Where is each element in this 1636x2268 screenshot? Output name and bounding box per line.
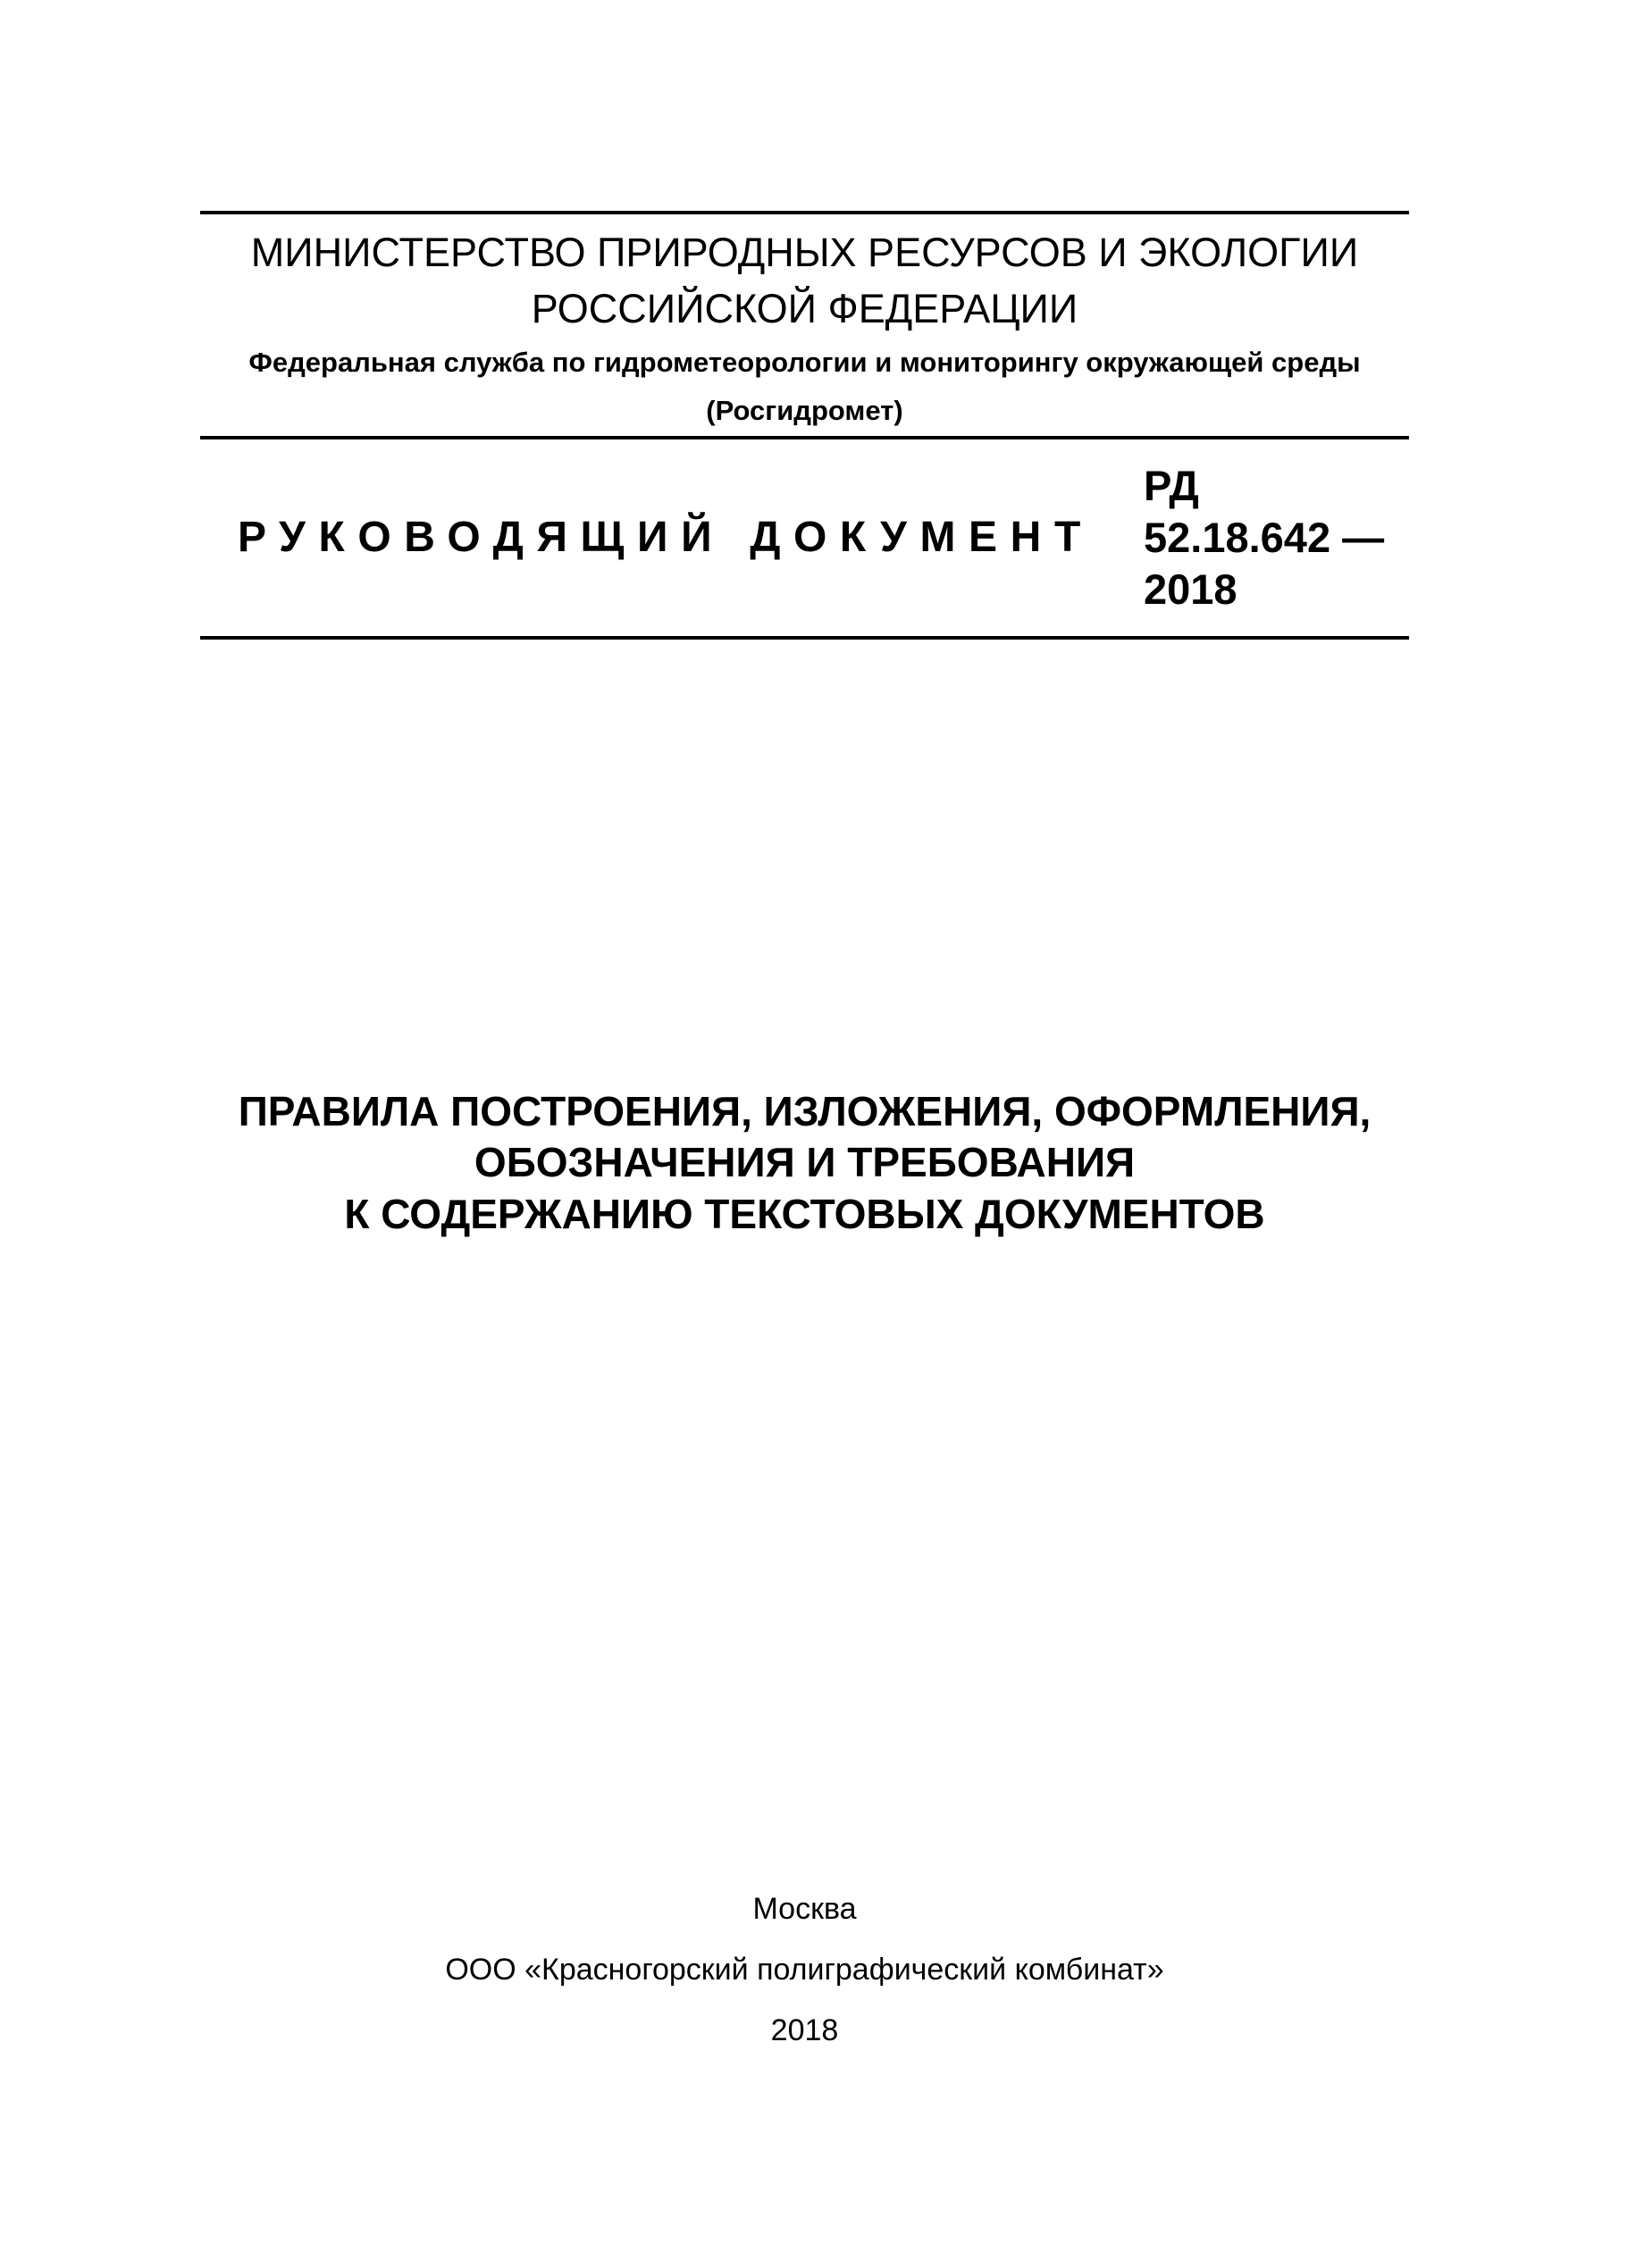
ministry-line-2: РОССИЙСКОЙ ФЕДЕРАЦИИ <box>531 286 1078 331</box>
imprint-publisher: ООО «Красногорский полиграфический комбинат» <box>445 1953 1164 1987</box>
doc-type-label: РУКОВОДЯЩИЙ ДОКУМЕНТ <box>238 514 1094 561</box>
title-line-2: ОБОЗНАЧЕНИЯ И ТРЕБОВАНИЯ <box>474 1139 1136 1185</box>
imprint-year: 2018 <box>770 2013 839 2047</box>
header-divider-rule <box>200 436 1409 439</box>
ministry-line-1: МИНИСТЕРСТВО ПРИРОДНЫХ РЕСУРСОВ И ЭКОЛОГИИ <box>250 230 1359 275</box>
top-rule <box>200 211 1409 214</box>
service-line-2: (Росгидромет) <box>706 395 903 426</box>
imprint-city: Москва <box>752 1892 857 1926</box>
doc-code-number: 52.18.642 — <box>1144 514 1385 561</box>
title-line-1: ПРАВИЛА ПОСТРОЕНИЯ, ИЗЛОЖЕНИЯ, ОФОРМЛЕНИЯ, <box>238 1088 1372 1134</box>
doc-code-prefix: РД <box>1144 462 1199 509</box>
title-line-3: К СОДЕРЖАНИЮ ТЕКСТОВЫХ ДОКУМЕНТОВ <box>344 1191 1265 1237</box>
doc-code-year: 2018 <box>1144 565 1237 613</box>
service-line-1: Федеральная служба по гидрометеорологии и мониторингу окружающей среды <box>248 347 1361 378</box>
designation-bottom-rule <box>200 636 1409 640</box>
